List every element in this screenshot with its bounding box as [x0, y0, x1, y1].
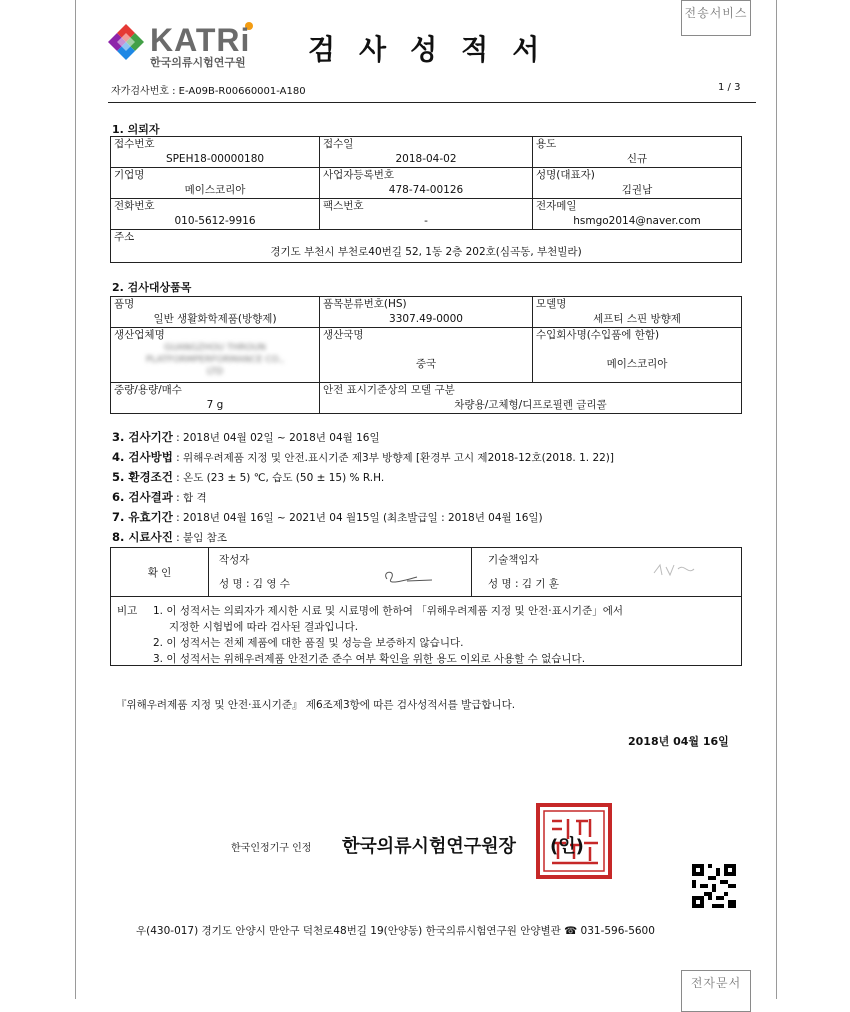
manager-signature-icon [650, 561, 700, 581]
author-signature-icon [377, 569, 437, 587]
report-number: 자가검사번호 : E-A09B-R00660001-A180 [111, 86, 306, 97]
document-title: 검사성적서 [308, 33, 564, 66]
remark-1b: 지정한 시험법에 따라 검사된 결과입니다. [169, 621, 359, 633]
hs-cell [320, 297, 533, 328]
maker-label: 생산업체명 [114, 329, 165, 341]
footer-address: 우(430-017) 경기도 안양시 만안구 덕천로48번길 19(안양동) 한국의류시험연구원 안양별관 ☎ 031-596-5600 [136, 925, 655, 937]
model-value: 세프티 스핀 방향제 [593, 313, 681, 325]
page-border-left [75, 0, 76, 999]
importer-cell [533, 328, 742, 383]
importer-label: 수입회사명(수입품에 한함) [536, 329, 660, 341]
item-8-label: 8. 시료사진 [112, 530, 173, 544]
address-label: 주소 [114, 231, 135, 243]
email-value: hsmgo2014@naver.com [573, 215, 701, 227]
maker-value-line3: LTD [206, 367, 224, 377]
purpose-label: 용도 [536, 138, 557, 150]
remarks-label: 비고 [117, 605, 138, 617]
client-table [110, 136, 742, 263]
biz-no-value: 478-74-00126 [388, 184, 464, 196]
remark-1a: 1. 이 성적서는 의뢰자가 제시한 시료 및 시료명에 한하여 「위해우려제품 지정 및 안전·표시기준」에서 [153, 605, 623, 617]
confirm-label-cell [111, 548, 209, 597]
item-3-value: : 2018년 04월 02일 ~ 2018년 04월 16일 [176, 432, 380, 444]
page-number: 1 / 3 [718, 82, 741, 93]
item-4-label: 4. 검사방법 [112, 450, 173, 464]
item-5 [112, 469, 384, 485]
transmission-service-stamp [681, 0, 751, 36]
client-section-title: 1. 의뢰자 [112, 123, 160, 136]
author-name-row [209, 567, 471, 591]
email-cell [533, 199, 742, 230]
item-7-value: : 2018년 04월 16일 ~ 2021년 04 월15일 (최초발급일 : 2018년 04월 16일) [176, 512, 543, 524]
issue-date: 2018년 04월 16일 [628, 735, 729, 748]
company-value: 메이스코리아 [184, 184, 246, 196]
email-label: 전자메일 [536, 200, 577, 212]
receipt-no-cell [111, 137, 320, 168]
stamp-top-text: 전송서비스 [684, 6, 748, 20]
maker-cell [111, 328, 320, 383]
electronic-document-stamp [681, 970, 751, 1012]
author-title: 작성자 [219, 554, 250, 566]
rep-cell [533, 168, 742, 199]
manager-cell [472, 548, 742, 597]
company-cell [111, 168, 320, 199]
remarks-cell [111, 597, 742, 666]
item-8-value: : 붙임 참조 [176, 532, 227, 544]
confirm-label: 확 인 [147, 566, 172, 579]
item-5-label: 5. 환경조건 [112, 470, 173, 484]
item-5-value: : 온도 (23 ± 5) ℃, 습도 (50 ± 15) % R.H. [176, 472, 385, 484]
product-section-title: 2. 검사대상품목 [112, 281, 192, 294]
item-3-label: 3. 검사기간 [112, 430, 173, 444]
address-value: 경기도 부천시 부천로40번길 52, 1동 2층 202호(심곡동, 부천빌라) [270, 246, 582, 258]
logo-subtitle: 한국의류시험연구원 [150, 56, 246, 69]
receipt-date-cell [320, 137, 533, 168]
remark-3: 3. 이 성적서는 위해우려제품 안전기준 준수 여부 확인을 위한 용도 이외로 사용할 수 없습니다. [153, 653, 586, 665]
manager-name: 성 명 : 김 기 훈 [488, 578, 559, 590]
weight-value: 7 g [206, 399, 224, 411]
item-7-label: 7. 유효기간 [112, 510, 173, 524]
fax-value: - [424, 215, 428, 227]
qr-code-icon [692, 864, 736, 908]
item-8 [112, 529, 227, 545]
item-3 [112, 429, 380, 445]
issuer-name: 한국의류시험연구원장 [342, 836, 516, 857]
author-name: 성 명 : 김 영 수 [219, 578, 290, 590]
company-label: 기업명 [114, 169, 145, 181]
item-4 [112, 449, 614, 465]
confirmation-table [110, 547, 742, 666]
importer-value: 메이스코리아 [606, 358, 668, 370]
product-name-value: 일반 생활화학제품(방향제) [153, 313, 277, 325]
rep-value: 김권남 [621, 184, 653, 196]
item-6-value: : 합 격 [176, 492, 207, 504]
purpose-cell [533, 137, 742, 168]
product-table [110, 296, 742, 414]
rep-label: 성명(대표자) [536, 169, 595, 181]
purpose-value: 신규 [626, 153, 648, 165]
model-class-value: 차량용/고체형/디프로필렌 글리콜 [454, 399, 607, 411]
weight-cell [111, 383, 320, 414]
fax-cell [320, 199, 533, 230]
model-label: 모델명 [536, 298, 567, 310]
issuance-statement: 『위해우려제품 지정 및 안전·표시기준』 제6조제3항에 따른 검사성적서를 발급합니다. [116, 699, 516, 711]
country-value: 중국 [415, 358, 437, 370]
product-name-label: 품명 [114, 298, 135, 310]
biz-no-label: 사업자등록번호 [323, 169, 395, 181]
phone-cell [111, 199, 320, 230]
hs-label: 품목분류번호(HS) [323, 298, 407, 310]
item-4-value: : 위해우려제품 지정 및 안전.표시기준 제3부 방향제 [환경부 고시 제2018-12호(2018. 1. 22)] [176, 452, 614, 464]
country-cell [320, 328, 533, 383]
logo-wordmark: KATRi [150, 22, 251, 58]
author-cell [209, 548, 472, 597]
header-divider [108, 102, 756, 103]
address-cell [111, 230, 742, 263]
manager-name-row [472, 567, 741, 591]
phone-value: 010-5612-9916 [174, 215, 256, 227]
stamp-bottom-text: 전자문서 [690, 976, 742, 990]
product-name-cell [111, 297, 320, 328]
model-class-cell [320, 383, 742, 414]
receipt-no-label: 접수번호 [114, 138, 155, 150]
weight-label: 중량/용량/매수 [114, 384, 182, 396]
manager-title: 기술책임자 [488, 554, 539, 566]
accreditation-text: 한국인정기구 인정 [231, 843, 312, 854]
biz-no-cell [320, 168, 533, 199]
phone-label: 전화번호 [114, 200, 155, 212]
item-7 [112, 509, 543, 525]
item-6-label: 6. 검사결과 [112, 490, 173, 504]
page-border-right [776, 0, 777, 999]
receipt-date-label: 접수일 [323, 138, 354, 150]
hs-value: 3307.49-0000 [389, 313, 463, 325]
fax-label: 팩스번호 [323, 200, 364, 212]
item-6 [112, 489, 207, 505]
seal-mark: (인) [550, 836, 584, 857]
country-label: 생산국명 [323, 329, 364, 341]
model-cell [533, 297, 742, 328]
receipt-no-value: SPEH18-00000180 [165, 153, 265, 165]
model-class-label: 안전 표시기준상의 모델 구분 [323, 384, 455, 396]
maker-value-line1: GUANGZHOU THROUN [164, 343, 266, 353]
maker-value-line2: PLATFORMPERFORMANCE CO., [146, 355, 284, 365]
remark-2: 2. 이 성적서는 전체 제품에 대한 품질 및 성능을 보증하지 않습니다. [153, 637, 464, 649]
receipt-date-value: 2018-04-02 [395, 153, 457, 165]
